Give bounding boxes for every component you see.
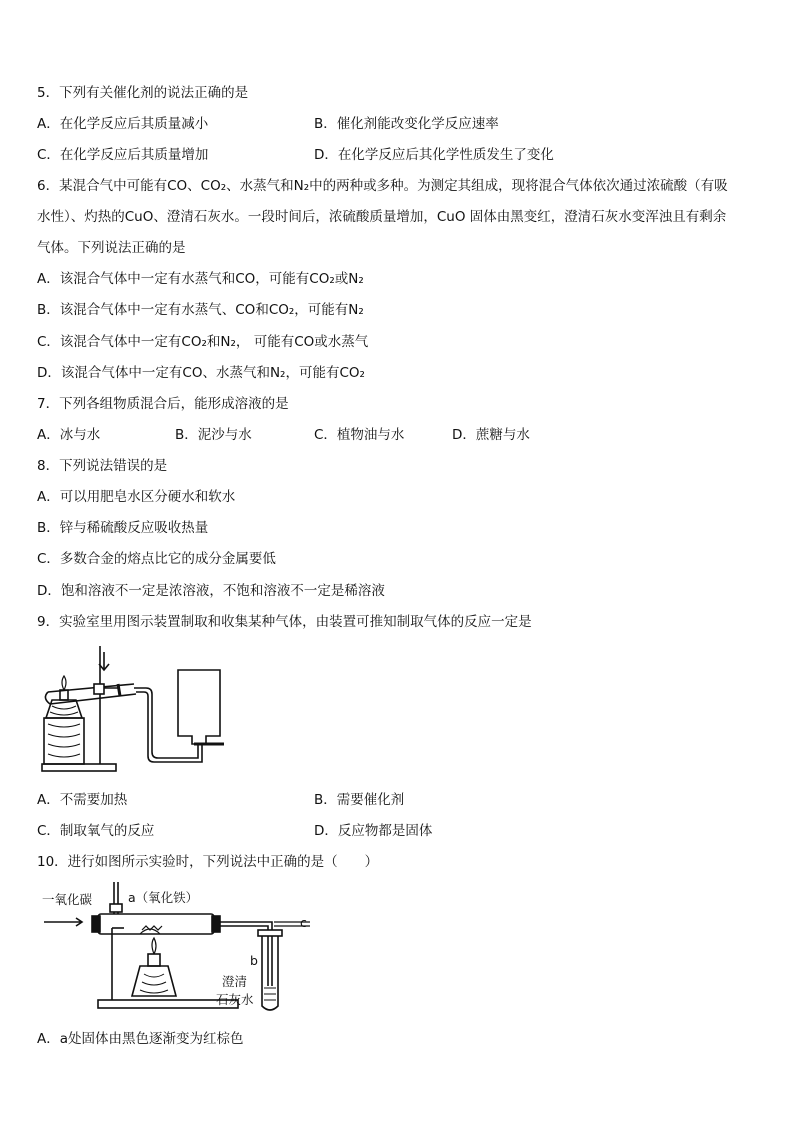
q9-stem: 9．实验室里用图示装置制取和收集某种气体，由装置可推知制取气体的反应一定是 (37, 614, 532, 630)
q8-option-a: A．可以用肥皂水区分硬水和软水 (37, 489, 236, 505)
q10-limewater-label-2: 石灰水 (216, 992, 254, 1007)
q8-option-c: C．多数合金的熔点比它的成分金属要低 (37, 551, 276, 567)
q6-stem-line1: 6．某混合气中可能有CO、CO₂、水蒸气和N₂中的两种或多种。为测定其组成，现将混合气体依次通过浓硫酸（有吸 (37, 178, 728, 194)
q8-option-b: B．锌与稀硫酸反应吸收热量 (37, 520, 209, 536)
q9-option-c: C．制取氧气的反应 (37, 823, 155, 839)
q6-option-c: C．该混合气体中一定有CO₂和N₂， 可能有CO或水蒸气 (37, 334, 369, 350)
q7-stem: 7．下列各组物质混合后，能形成溶液的是 (37, 396, 289, 412)
q10-label-c: c (300, 915, 307, 930)
q9-option-d: D．反应物都是固体 (314, 823, 433, 839)
q10-label-b: b (250, 953, 258, 968)
q5-stem: 5．下列有关催化剂的说法正确的是 (37, 85, 249, 101)
q7-option-a: A．冰与水 (37, 427, 101, 443)
q9-apparatus-figure (38, 640, 228, 775)
q5-option-c: C．在化学反应后其质量增加 (37, 147, 209, 163)
q6-stem-line2: 水性）、灼热的CuO、澄清石灰水。一段时间后，浓硫酸质量增加，CuO 固体由黑变红，澄清石灰水变浑浊且有剩余 (37, 209, 727, 225)
q5-option-d: D．在化学反应后其化学性质发生了变化 (314, 147, 554, 163)
q8-stem: 8．下列说法错误的是 (37, 458, 168, 474)
q8-option-d: D．饱和溶液不一定是浓溶液，不饱和溶液不一定是稀溶液 (37, 583, 385, 599)
q5-option-a: A．在化学反应后其质量减小 (37, 116, 209, 132)
q10-stem: 10．进行如图所示实验时，下列说法中正确的是（ ） (37, 854, 379, 870)
q7-option-d: D．蔗糖与水 (452, 427, 530, 443)
q6-option-d: D．该混合气体中一定有CO、水蒸气和N₂，可能有CO₂ (37, 365, 365, 381)
q7-option-b: B．泥沙与水 (175, 427, 252, 443)
q6-option-b: B．该混合气体中一定有水蒸气、CO和CO₂，可能有N₂ (37, 302, 364, 318)
q9-option-a: A．不需要加热 (37, 792, 128, 808)
q6-option-a: A．该混合气体中一定有水蒸气和CO，可能有CO₂或N₂ (37, 271, 364, 287)
q10-limewater-label-1: 澄清 (222, 974, 248, 989)
q9-option-b: B．需要催化剂 (314, 792, 405, 808)
q6-stem-line3: 气体。下列说法正确的是 (37, 240, 186, 256)
q5-option-b: B．催化剂能改变化学反应速率 (314, 116, 499, 132)
q10-inlet-label: 一氧化碳 (42, 892, 93, 907)
q10-option-a: A．a处固体由黑色逐渐变为红棕色 (37, 1031, 244, 1047)
q10-label-a: a（氧化铁） (128, 890, 199, 905)
q7-option-c: C．植物油与水 (314, 427, 405, 443)
